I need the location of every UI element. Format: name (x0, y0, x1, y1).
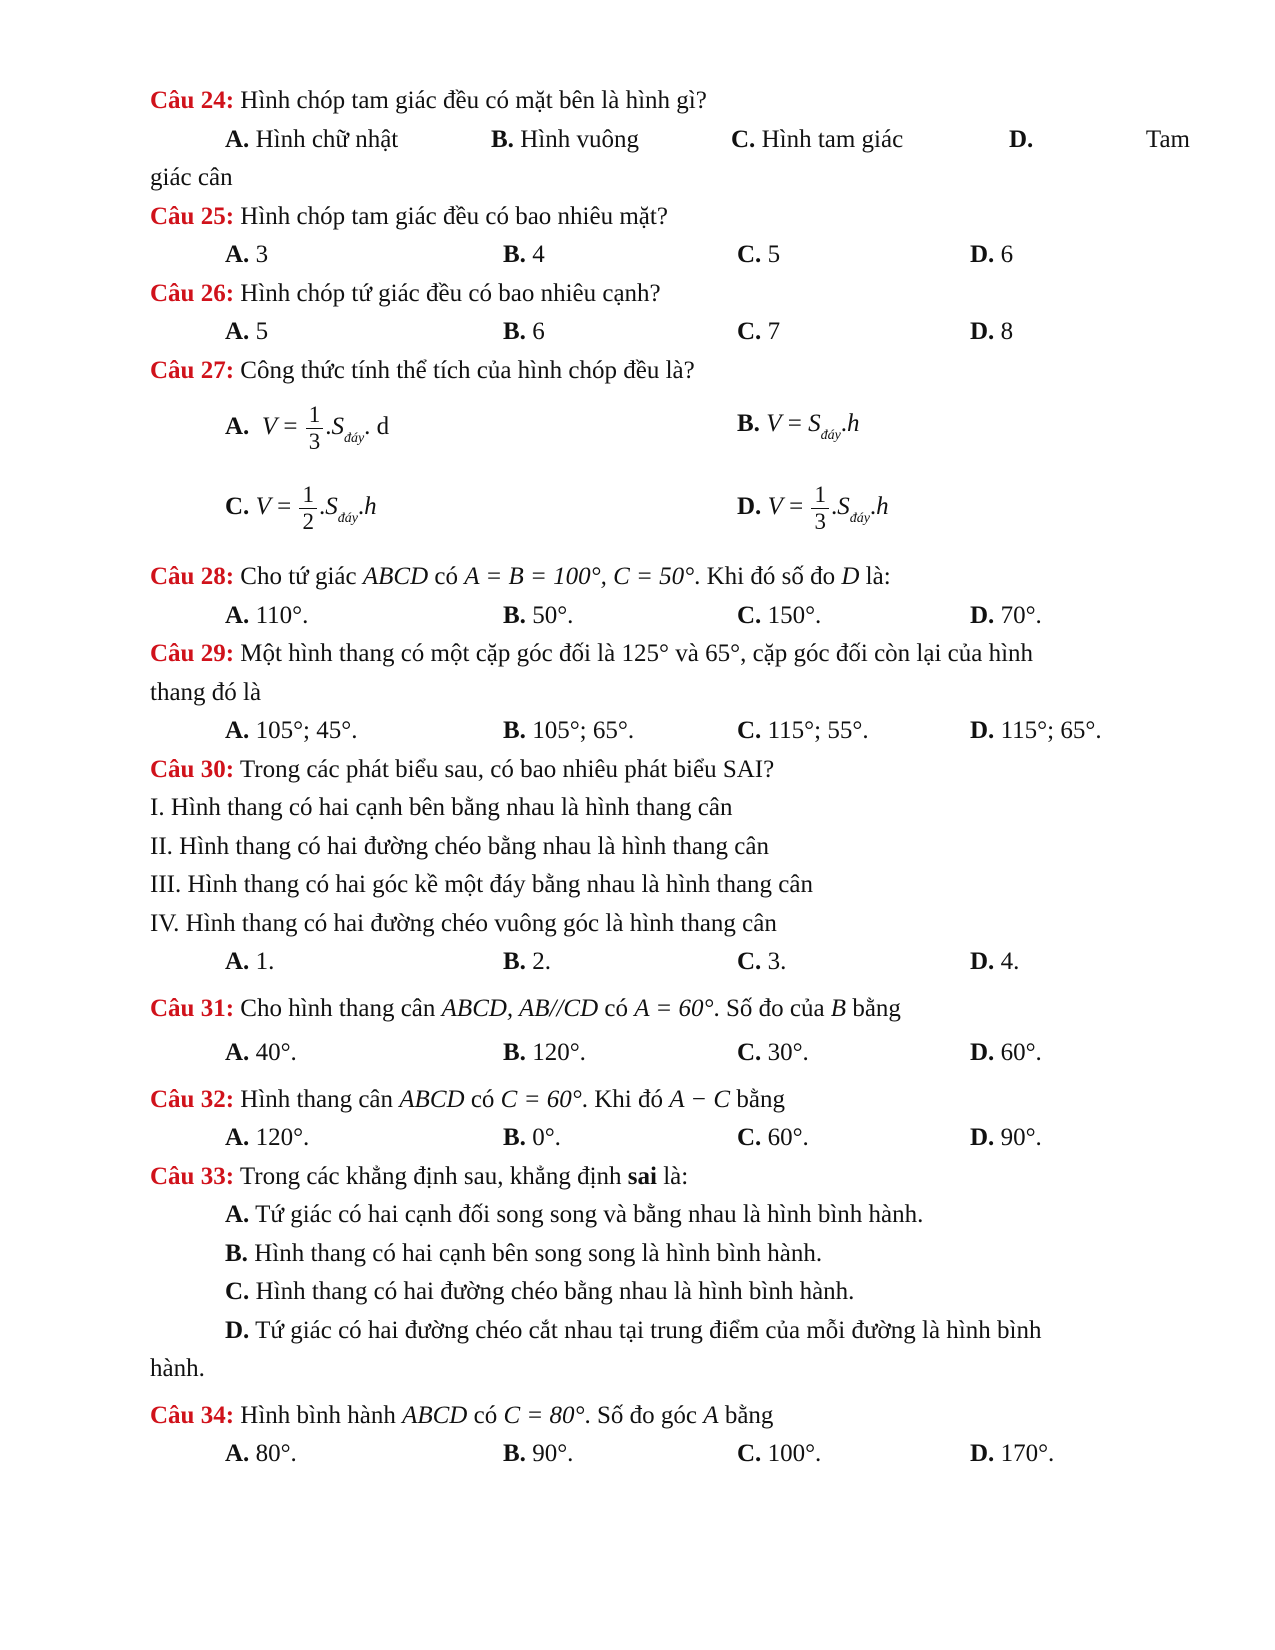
question-29-wrap: thang đó là (150, 678, 262, 706)
math-expression: A = 60° (634, 994, 714, 1022)
option-c (737, 1119, 970, 1158)
formula-symbol: S (325, 492, 338, 520)
question-text: bằng (852, 994, 901, 1022)
question-27 (150, 352, 1190, 391)
option-text: 60°. (1000, 1039, 1042, 1066)
option-text: Tứ giác có hai đường chéo cắt nhau tại trung điểm của mỗi đường là hình bình (255, 1316, 1042, 1344)
option-a (225, 943, 503, 982)
question-24 (150, 82, 1190, 121)
math-expression: ABCD (399, 1085, 465, 1113)
option-b (503, 236, 737, 275)
option-d (970, 1119, 1042, 1158)
question-text: Trong các phát biểu sau, có bao nhiêu phát biểu SAI? (239, 755, 775, 783)
question-text: . Khi đó số đo (694, 563, 836, 590)
option-label: A. (225, 601, 250, 629)
math-expression: ABCD, AB//CD (441, 994, 599, 1022)
option-c (737, 943, 970, 982)
question-text: Cho tứ giác (240, 563, 357, 590)
option-b (491, 121, 731, 160)
formula-symbol: = (283, 412, 298, 440)
formula-symbol: . (869, 492, 877, 520)
question-text: Hình bình hành (240, 1401, 396, 1429)
option-label: D. (970, 318, 995, 345)
option-label: D. (970, 1039, 995, 1066)
option-label: A. (225, 717, 250, 744)
option-a (225, 1119, 503, 1158)
option-label: C. (737, 948, 762, 975)
formula-subscript: đáy (820, 427, 841, 443)
option-label: D. (1009, 125, 1034, 153)
question-number: Câu 27: (150, 356, 235, 384)
question-text: có (434, 563, 458, 590)
formula-symbol: . (830, 492, 838, 520)
fraction-numerator: 1 (306, 402, 324, 429)
question-25 (150, 198, 1190, 237)
question-text: Cho hình thang cân (240, 994, 436, 1022)
formula-symbol: . (325, 412, 332, 440)
option-text: 0°. (532, 1124, 561, 1151)
question-number: Câu 25: (150, 202, 235, 230)
options-29 (150, 712, 1190, 751)
formula-symbol: V (261, 412, 278, 440)
question-text: . Số đo của (713, 994, 825, 1022)
question-34 (150, 1397, 1190, 1436)
question-text: Trong các khẳng định sau, khẳng định (239, 1162, 622, 1190)
option-label: A. (225, 125, 250, 153)
option-text: 7 (767, 318, 781, 345)
option-b (150, 1235, 1190, 1274)
option-text: Hình thang có hai đường chéo bằng nhau là hình bình hành. (255, 1278, 855, 1305)
formula-symbol: h (847, 409, 860, 437)
fraction (299, 482, 317, 535)
option-text: Hình chữ nhật (255, 125, 399, 153)
formula-symbol: V (766, 409, 782, 437)
option-c (225, 482, 737, 539)
option-c (737, 597, 970, 636)
option-label: B. (503, 1124, 526, 1151)
question-number: Câu 31: (150, 994, 235, 1022)
option-label: A. (225, 1201, 250, 1228)
option-d (970, 1435, 1054, 1474)
option-label: D. (737, 492, 762, 520)
option-c (737, 1034, 970, 1073)
option-d (1009, 121, 1190, 160)
option-a (225, 402, 737, 459)
option-text: 40°. (255, 1039, 297, 1066)
option-d-wrap: giác cân (150, 164, 233, 191)
exam-page (150, 82, 1190, 1474)
question-text: . Số đo góc (584, 1401, 698, 1429)
option-label: C. (737, 601, 762, 629)
option-label: D. (970, 1124, 995, 1151)
math-expression: D (841, 563, 860, 590)
option-b (503, 313, 737, 352)
question-number: Câu 32: (150, 1085, 235, 1113)
statement-3: III. Hình thang có hai góc kề một đáy bằng nhau là hình thang cân (150, 871, 814, 898)
option-text: 105°; 65°. (532, 717, 635, 744)
option-label: B. (503, 318, 526, 345)
math-expression: C = 60° (500, 1085, 582, 1113)
option-text: 6 (1000, 241, 1014, 268)
options-31 (150, 1034, 1190, 1073)
option-text: 100°. (767, 1440, 822, 1467)
statement-1: I. Hình thang có hai cạnh bên bằng nhau là hình thang cân (150, 794, 733, 821)
fraction-denominator: 3 (308, 428, 321, 454)
math-expression: 65° (705, 640, 741, 667)
options-30 (150, 943, 1190, 982)
options-34 (150, 1435, 1190, 1474)
fraction-denominator: 2 (302, 508, 314, 534)
fraction (811, 482, 829, 535)
option-b (503, 1119, 737, 1158)
formula-symbol: h (876, 492, 889, 520)
option-text: 50°. (532, 601, 574, 629)
options-32 (150, 1119, 1190, 1158)
option-label: C. (225, 1278, 250, 1305)
formula-symbol: S (837, 492, 850, 520)
option-a (225, 1435, 503, 1474)
option-label: B. (503, 601, 526, 629)
math-expression: ABCD (402, 1401, 468, 1429)
question-number: Câu 29: (150, 640, 235, 667)
question-text: Hình chóp tứ giác đều có bao nhiêu cạnh? (240, 279, 661, 307)
option-text: 115°; 55°. (767, 717, 869, 744)
formula-symbol: S (331, 412, 344, 440)
option-label: A. (225, 948, 250, 975)
option-a (225, 597, 503, 636)
option-a (150, 1196, 1190, 1235)
question-number: Câu 34: (150, 1401, 235, 1429)
formula-symbol: d (376, 412, 390, 440)
option-text: 3 (255, 241, 269, 268)
math-expression: A (703, 1401, 719, 1429)
option-label: D. (970, 601, 995, 629)
option-text: 105°; 45°. (255, 717, 358, 744)
option-text: Hình tam giác (761, 125, 904, 153)
option-text: 70°. (1000, 601, 1042, 629)
question-text: có (470, 1085, 495, 1113)
statement-4: IV. Hình thang có hai đường chéo vuông góc là hình thang cân (150, 909, 777, 937)
formula-symbol: . (357, 492, 365, 520)
option-c (737, 313, 970, 352)
option-b (503, 1034, 737, 1073)
option-b (503, 1435, 737, 1474)
option-c (737, 712, 970, 751)
option-label: A. (225, 1039, 250, 1066)
option-text: Hình vuông (520, 125, 639, 153)
formula-subscript: đáy (337, 510, 358, 526)
formula-symbol: S (808, 409, 821, 437)
math-expression: A = B = 100°, C = 50° (464, 563, 695, 590)
option-label: A. (225, 1124, 250, 1151)
question-text: là: (865, 563, 891, 590)
question-29 (150, 635, 1190, 674)
formula-subscript: đáy (849, 510, 870, 526)
option-label: B. (737, 409, 760, 437)
option-b (503, 943, 737, 982)
option-d (970, 1034, 1042, 1073)
option-a (225, 313, 503, 352)
option-text: 90°. (532, 1440, 574, 1467)
option-b (737, 405, 860, 456)
option-label: B. (503, 717, 526, 744)
option-a (225, 236, 503, 275)
question-text: . Khi đó (581, 1085, 663, 1113)
option-label: A. (225, 412, 250, 440)
option-label: C. (737, 1039, 762, 1066)
option-a (225, 712, 503, 751)
options-25 (150, 236, 1190, 275)
formula-symbol: . (318, 492, 326, 520)
question-31 (150, 990, 1190, 1029)
question-text: Một hình thang có một cặp góc đối là (240, 640, 616, 667)
formula-symbol: = (789, 492, 804, 520)
question-text: là: (663, 1162, 689, 1190)
question-text: Công thức tính thể tích của hình chóp đều là? (240, 356, 695, 384)
question-text: bằng (736, 1085, 785, 1113)
formula-row-ab (150, 390, 1190, 470)
option-b (503, 712, 737, 751)
formula-symbol: V (767, 492, 783, 520)
option-text: 80°. (255, 1440, 297, 1467)
option-d (970, 712, 1102, 751)
option-label: B. (491, 125, 514, 153)
option-label: D. (970, 1440, 995, 1467)
option-label: D. (970, 241, 995, 268)
question-28 (150, 558, 1190, 597)
option-a (225, 121, 491, 160)
question-text: có (604, 994, 628, 1022)
question-text: Hình thang cân (240, 1085, 394, 1113)
option-text: 5 (255, 318, 269, 345)
option-text: 8 (1000, 318, 1014, 345)
option-text: 1. (255, 948, 275, 975)
formula-symbol: V (255, 492, 271, 520)
emphasis-text: sai (627, 1162, 657, 1190)
question-text: có (473, 1401, 498, 1429)
option-d-wrap: hành. (150, 1355, 205, 1382)
question-number: Câu 28: (150, 563, 235, 590)
option-text: Hình thang có hai cạnh bên song song là hình bình hành. (254, 1239, 823, 1267)
option-label: A. (225, 1440, 250, 1467)
fraction-numerator: 1 (299, 482, 317, 509)
option-d (150, 1312, 1190, 1351)
option-d (970, 943, 1019, 982)
math-expression: ABCD (362, 563, 429, 590)
option-label: B. (503, 1440, 526, 1467)
question-30 (150, 751, 1190, 790)
option-text: 170°. (1000, 1440, 1055, 1467)
math-expression: 125° (621, 640, 669, 667)
formula-symbol: . (364, 412, 371, 440)
option-d (970, 236, 1013, 275)
option-text: 115°; 65°. (1000, 717, 1102, 744)
option-label: B. (503, 948, 526, 975)
formula-symbol: . (840, 409, 848, 437)
option-text: 4. (1000, 948, 1020, 975)
formula-symbol: h (364, 492, 377, 520)
formula-subscript: đáy (343, 430, 365, 446)
option-text: 120°. (532, 1039, 586, 1066)
option-d (970, 597, 1042, 636)
option-label: C. (737, 1440, 762, 1467)
question-number: Câu 26: (150, 279, 235, 307)
option-text: 150°. (767, 601, 822, 629)
question-26 (150, 275, 1190, 314)
options-24 (150, 121, 1190, 160)
option-text: 120°. (255, 1124, 310, 1151)
option-c (150, 1273, 1190, 1312)
options-26 (150, 313, 1190, 352)
question-32 (150, 1081, 1190, 1120)
option-d (970, 313, 1013, 352)
question-number: Câu 24: (150, 87, 235, 114)
math-expression: A − C (669, 1085, 731, 1113)
option-text: 90°. (1000, 1124, 1042, 1151)
option-text: 4 (532, 241, 545, 268)
question-text: Hình chóp tam giác đều có mặt bên là hình gì? (240, 87, 707, 114)
option-label: D. (970, 948, 995, 975)
option-label: A. (225, 318, 250, 345)
formula-row-cd (150, 470, 1190, 550)
formula-symbol: = (787, 409, 802, 437)
question-text: Hình chóp tam giác đều có bao nhiêu mặt? (240, 202, 668, 230)
statement-2: II. Hình thang có hai đường chéo bằng nhau là hình thang cân (150, 832, 769, 860)
option-text: 5 (767, 241, 781, 268)
option-text: 30°. (767, 1039, 809, 1066)
fraction-denominator: 3 (814, 508, 826, 534)
option-c (731, 121, 1009, 160)
option-label: C. (737, 717, 762, 744)
option-text: 2. (532, 948, 551, 975)
option-label: B. (503, 1039, 526, 1066)
option-label: C. (731, 125, 756, 153)
option-a (225, 1034, 503, 1073)
options-28 (150, 597, 1190, 636)
option-label: B. (503, 241, 526, 268)
option-text: Tứ giác có hai cạnh đối song song và bằng nhau là hình bình hành. (255, 1201, 924, 1228)
option-c (737, 236, 970, 275)
option-label: A. (225, 241, 250, 268)
option-label: C. (225, 492, 250, 520)
option-d (737, 482, 889, 539)
option-c (737, 1435, 970, 1474)
option-label: D. (225, 1316, 250, 1344)
question-text: và (675, 640, 699, 667)
option-label: B. (225, 1239, 248, 1267)
option-text: 60°. (767, 1124, 809, 1151)
question-number: Câu 30: (150, 755, 235, 783)
option-label: C. (737, 318, 762, 345)
question-33 (150, 1158, 1190, 1197)
option-b (503, 597, 737, 636)
question-text: bằng (724, 1401, 774, 1429)
option-text: Tam (1145, 125, 1190, 153)
option-text: 3. (767, 948, 787, 975)
math-expression: B (830, 994, 847, 1022)
option-label: C. (737, 1124, 762, 1151)
formula-symbol: = (277, 492, 292, 520)
option-text: 110°. (255, 601, 309, 629)
question-text: , cặp góc đối còn lại của hình (740, 640, 1034, 667)
fraction (306, 402, 324, 455)
option-label: C. (737, 241, 762, 268)
question-number: Câu 33: (150, 1162, 235, 1190)
option-label: D. (970, 717, 995, 744)
option-text: 6 (532, 318, 545, 345)
math-expression: C = 80° (503, 1401, 585, 1429)
fraction-numerator: 1 (811, 482, 829, 509)
